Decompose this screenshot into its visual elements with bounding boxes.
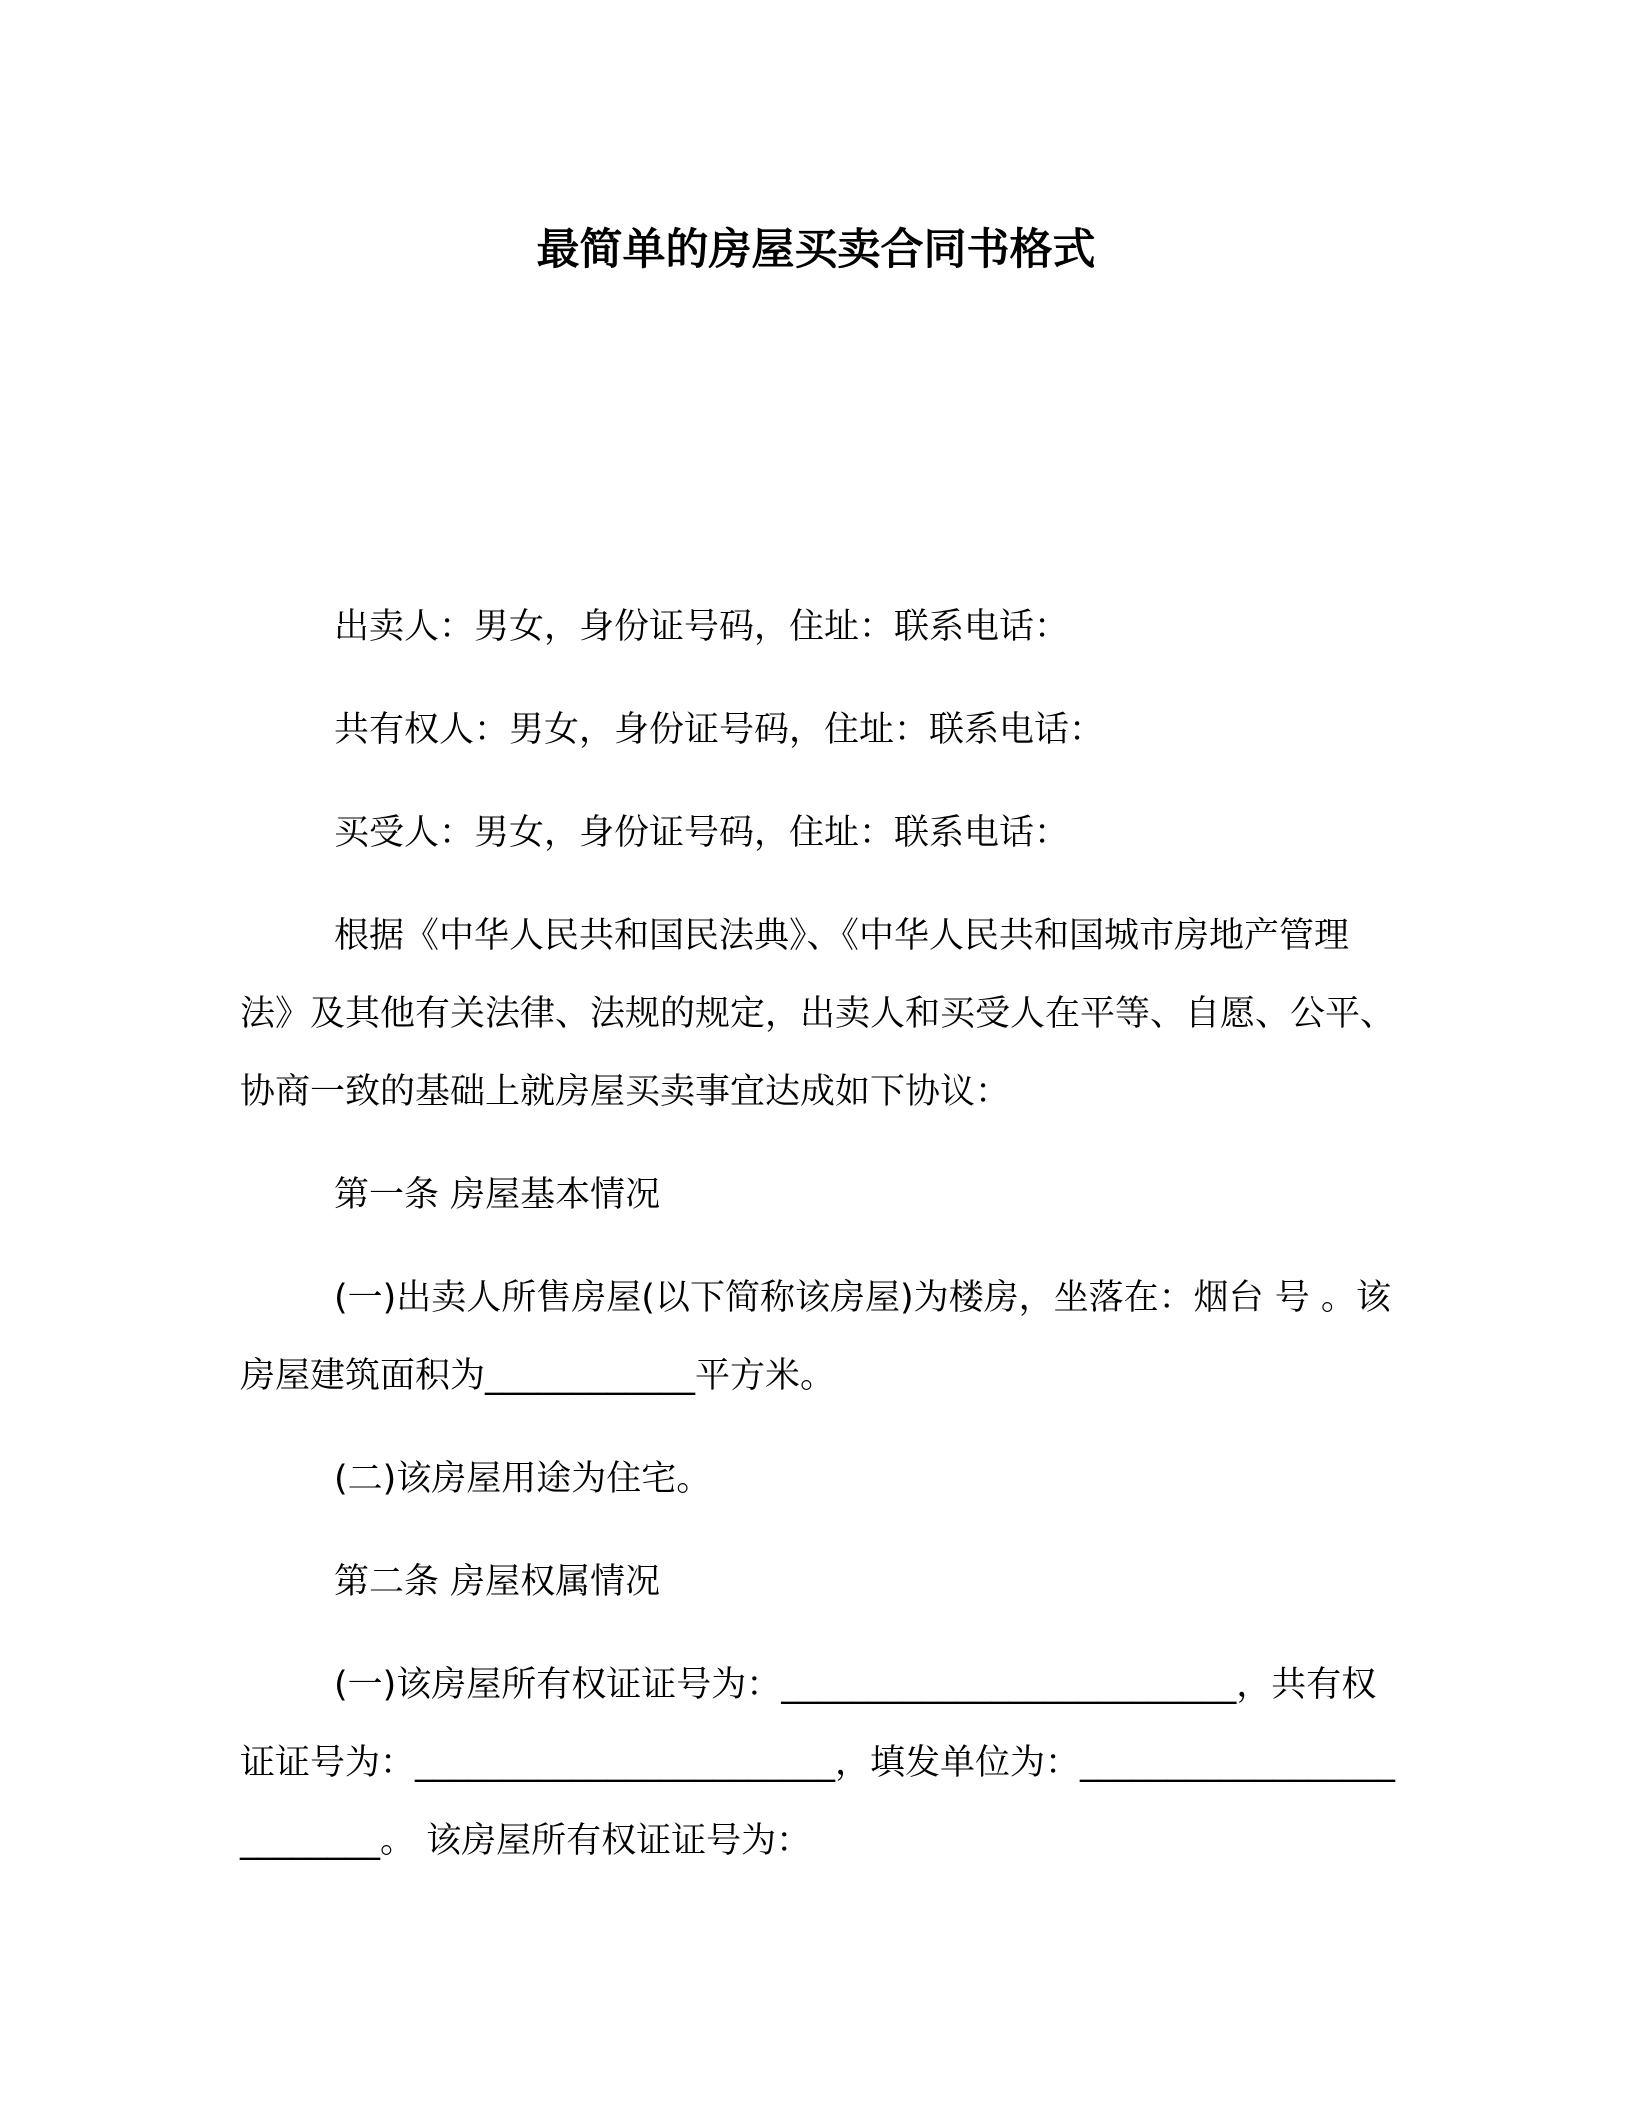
document-body bbox=[240, 588, 1400, 1880]
document-title: 最简单的房屋买卖合同书格式 bbox=[536, 225, 1096, 275]
seller-info-paragraph: 出卖人：男女，身份证号码，住址：联系电话： bbox=[334, 607, 1070, 647]
article-1-clause-2: (二)该房屋用途为住宅。 bbox=[334, 1459, 712, 1499]
article-2-clause-1: (一)该房屋所有权证证号为：__________________________，共有权证证号为：________________________，填发单位为：__________________________。 该房屋所有权证证号为： bbox=[240, 1665, 1396, 1861]
article-2-heading: 第二条 房屋权属情况 bbox=[334, 1562, 661, 1602]
legal-basis-paragraph: 根据《中华人民共和国民法典》、《中华人民共和国城市房地产管理法》及其他有关法律、法规的规定，出卖人和买受人在平等、自愿、公平、协商一致的基础上就房屋买卖事宜达成如下协议： bbox=[240, 916, 1396, 1112]
buyer-info-paragraph: 买受人：男女，身份证号码，住址：联系电话： bbox=[334, 813, 1070, 853]
article-1-heading: 第一条 房屋基本情况 bbox=[334, 1175, 661, 1215]
co-owner-info-paragraph: 共有权人：男女，身份证号码，住址：联系电话： bbox=[334, 710, 1105, 750]
article-1-clause-1: (一)出卖人所售房屋(以下简称该房屋)为楼房，坐落在：烟台 号 。该房屋建筑面积为____________平方米。 bbox=[240, 1278, 1391, 1396]
